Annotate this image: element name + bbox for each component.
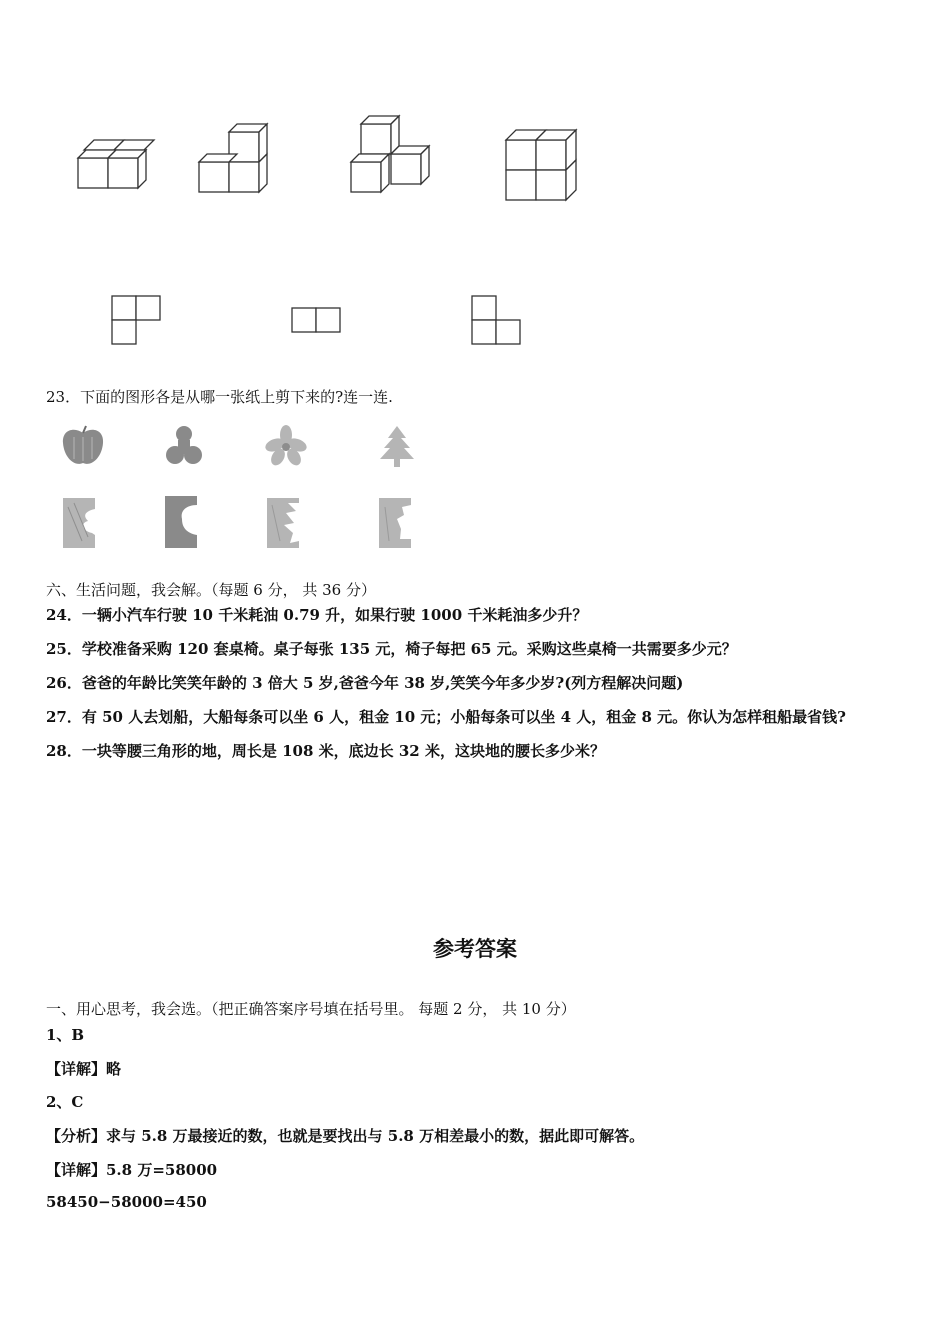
answer-line: 【分析】求与 5.8 万最接近的数，也就是要找出与 5.8 万相差最小的数，据此即可解答。	[46, 1127, 645, 1145]
answer-line: 2、C	[46, 1093, 84, 1111]
question-24: 24．一辆小汽车行驶 10 千米耗油 0.79 升，如果行驶 1000 千米耗油多少升？	[46, 606, 588, 624]
answer-line: 58450−58000=450	[46, 1193, 207, 1211]
question-26: 26．爸爸的年龄比笑笑年龄的 3 倍大 5 岁,爸爸今年 38 岁,笑笑今年多少岁?(列方程解决问题)	[46, 674, 684, 692]
apple-cutout-icon	[60, 425, 106, 467]
answer-line: 1、B	[46, 1026, 85, 1044]
flower-cutout-icon	[264, 425, 308, 467]
question-27: 27．有 50 人去划船，大船每条可以坐 6 人，租金 10 元；小船每条可以坐 4 人，租金 8 元。你认为怎样租船最省钱?	[46, 708, 846, 726]
folded-paper-4	[378, 497, 412, 549]
folded-paper-3	[266, 497, 300, 549]
answers-section-1-heading: 一、用心思考，我会选。（把正确答案序号填在括号里。 每题 2 分， 共 10 分）	[46, 1000, 576, 1018]
view-figure-3	[471, 295, 523, 347]
view-figure-1	[111, 295, 163, 347]
answer-line: 【详解】略	[46, 1060, 122, 1078]
folded-paper-1	[62, 497, 96, 549]
cube-figure-4	[504, 128, 580, 204]
folded-paper-2	[164, 495, 198, 549]
answers-title: 参考答案	[433, 936, 517, 961]
view-figure-2	[291, 307, 343, 335]
cube-figure-3	[349, 114, 433, 198]
cube-figure-2	[197, 122, 271, 196]
cube-figure-1	[76, 138, 154, 194]
gourd-cutout-icon	[164, 424, 204, 468]
section-6-heading: 六、生活问题，我会解。（每题 6 分， 共 36 分）	[46, 581, 376, 599]
answer-line: 【详解】5.8 万=58000	[46, 1161, 218, 1179]
question-23: 23．下面的图形各是从哪一张纸上剪下来的?连一连.	[46, 388, 393, 406]
question-25: 25．学校准备采购 120 套桌椅。桌子每张 135 元，椅子每把 65 元。采购这些桌椅一共需要多少元？	[46, 640, 737, 658]
question-28: 28．一块等腰三角形的地，周长是 108 米，底边长 32 米，这块地的腰长多少米？	[46, 742, 605, 760]
tree-cutout-icon	[377, 425, 417, 469]
